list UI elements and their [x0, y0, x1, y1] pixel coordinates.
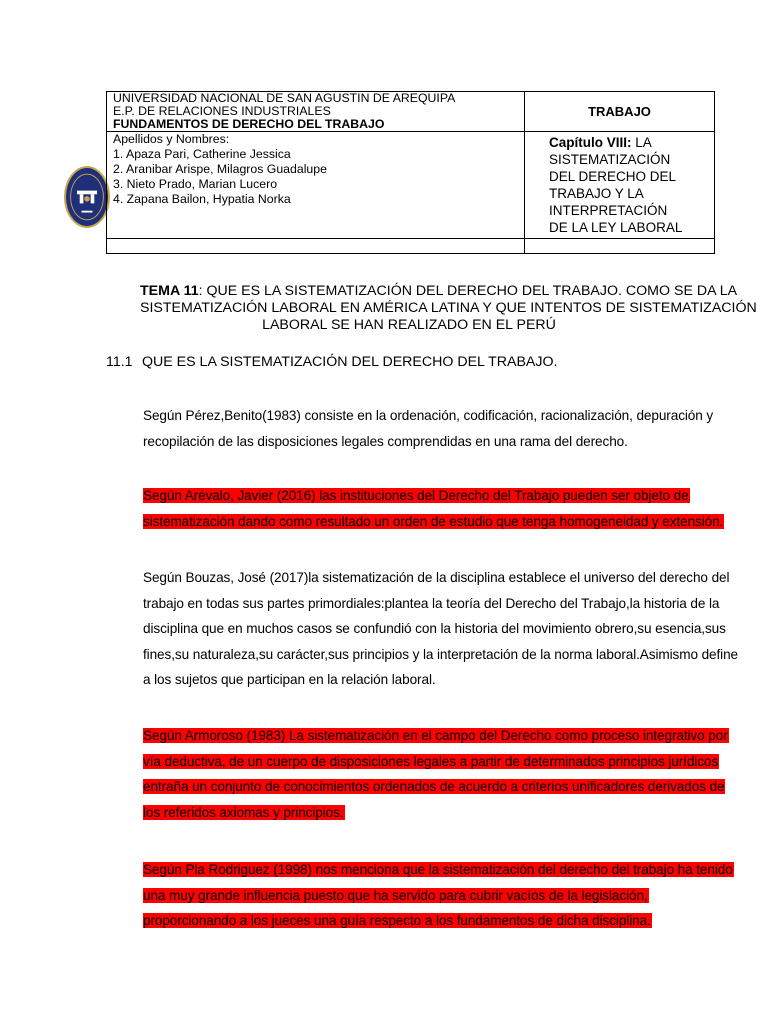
student-item: 1. Apaza Pari, Catherine Jessica: [113, 147, 291, 161]
paragraph-line: fines,su naturaleza,su carácter,sus principios y la interpretación de la norma laboral.Asimismo define: [143, 646, 739, 662]
highlighted-line: Según Armoroso (1983) La sistematización en el campo del Derecho como proceso integrativo por: [143, 728, 728, 743]
highlighted-line: sistematización dando como resultado un orden de estudio que tenga homogeneidad y extensión.: [143, 513, 724, 529]
chapter-label: Capítulo VIII:: [549, 135, 632, 150]
chapter-title-line: LA: [631, 135, 652, 150]
university-name: UNIVERSIDAD NACIONAL DE SAN AGUSTIN DE AREQUIPA: [113, 91, 456, 105]
paragraph-line: recopilación de las disposiciones legales comprendidas en una rama del derecho.: [143, 433, 628, 449]
student-item: 2. Aranibar Arispe, Milagros Guadalupe: [113, 162, 327, 176]
institution-cell: [107, 92, 525, 132]
student-item: 3. Nieto Prado, Marian Lucero: [113, 177, 278, 191]
topic-heading: [140, 283, 757, 334]
names-label: Apellidos y Nombres:: [113, 132, 230, 146]
empty-cell: [107, 239, 525, 254]
paragraph: [143, 565, 739, 693]
paragraph-line: Según Bouzas, José (2017)la sistematización de la disciplina establece el universo del derecho del: [143, 570, 730, 585]
section-heading: [106, 354, 706, 371]
highlighted-line: Según Pla Rodriguez (1998) nos menciona que la sistematización del derecho del trabajo ha tenido: [143, 862, 733, 877]
chapter-title-line: DEL DERECHO DEL: [549, 169, 677, 184]
highlighted-paragraph: [143, 723, 728, 825]
header-table: [106, 91, 715, 254]
chapter-title-line: INTERPRETACIÓN: [549, 203, 668, 218]
section-title: QUE ES LA SISTEMATIZACIÓN DEL DERECHO DEL TRABAJO.: [142, 354, 558, 370]
highlighted-paragraph: [143, 857, 733, 934]
highlighted-line: vía deductiva, de un cuerpo de disposiciones legales a partir de determinados principios jurídicos: [143, 753, 719, 769]
students-cell: [107, 132, 525, 239]
course-name: FUNDAMENTOS DE DERECHO DEL TRABAJO: [113, 117, 385, 131]
topic-line: LABORAL SE HAN REALIZADO EN EL PERÚ: [262, 317, 556, 333]
topic-label: TEMA 11: [140, 283, 199, 299]
work-label: TRABAJO: [525, 92, 715, 132]
paragraph-line: Según Pérez,Benito(1983) consiste en la ordenación, codificación, racionalización, depuración y: [143, 408, 714, 423]
empty-cell: [525, 239, 715, 254]
topic-line: : QUE ES LA SISTEMATIZACIÓN DEL DERECHO DEL TRABAJO. COMO SE DA LA: [198, 283, 738, 299]
paragraph-line: a los sujetos que participan en la relación laboral.: [143, 672, 436, 687]
topic-line: SISTEMATIZACIÓN LABORAL EN AMÉRICA LATINA Y QUE INTENTOS DE SISTEMATIZACIÓN: [140, 300, 757, 316]
chapter-title-line: TRABAJO Y LA: [549, 186, 644, 201]
highlighted-line: entraña un conjunto de conocimientos ordenados de acuerdo a criterios unificadores derivados de: [143, 779, 725, 794]
highlighted-paragraph: [143, 483, 724, 534]
paragraph: [143, 403, 714, 454]
paragraph-line: disciplina que en muchos casos se confundió con la historia del movimiento obrero,su esencia,sus: [143, 621, 726, 636]
highlighted-line: Según Arévalo, Javier (2016) las instituciones del Derecho del Trabajo pueden ser objeto de: [143, 488, 689, 503]
highlighted-line: los referidos axiomas y principios.: [143, 804, 344, 820]
chapter-title-line: DE LA LEY LABORAL: [549, 220, 683, 235]
university-seal-icon: [64, 166, 110, 228]
highlighted-line: proporcionando a los jueces una guía respecto a los fundamentos de dicha disciplina.: [143, 913, 651, 928]
chapter-cell: [525, 132, 715, 239]
student-item: 4. Zapana Bailon, Hypatia Norka: [113, 192, 291, 206]
paragraph-line: trabajo en todas sus partes primordiales:plantea la teoría del Derecho del Trabajo,la historia de la: [143, 595, 720, 611]
school-name: E.P. DE RELACIONES INDUSTRIALES: [113, 104, 331, 118]
chapter-title-line: SISTEMATIZACIÓN: [549, 152, 671, 167]
section-number: 11.1: [106, 354, 133, 370]
highlighted-line: una muy grande influencia puesto que ha servido para cubrir vacíos de la legislación,: [143, 887, 648, 903]
